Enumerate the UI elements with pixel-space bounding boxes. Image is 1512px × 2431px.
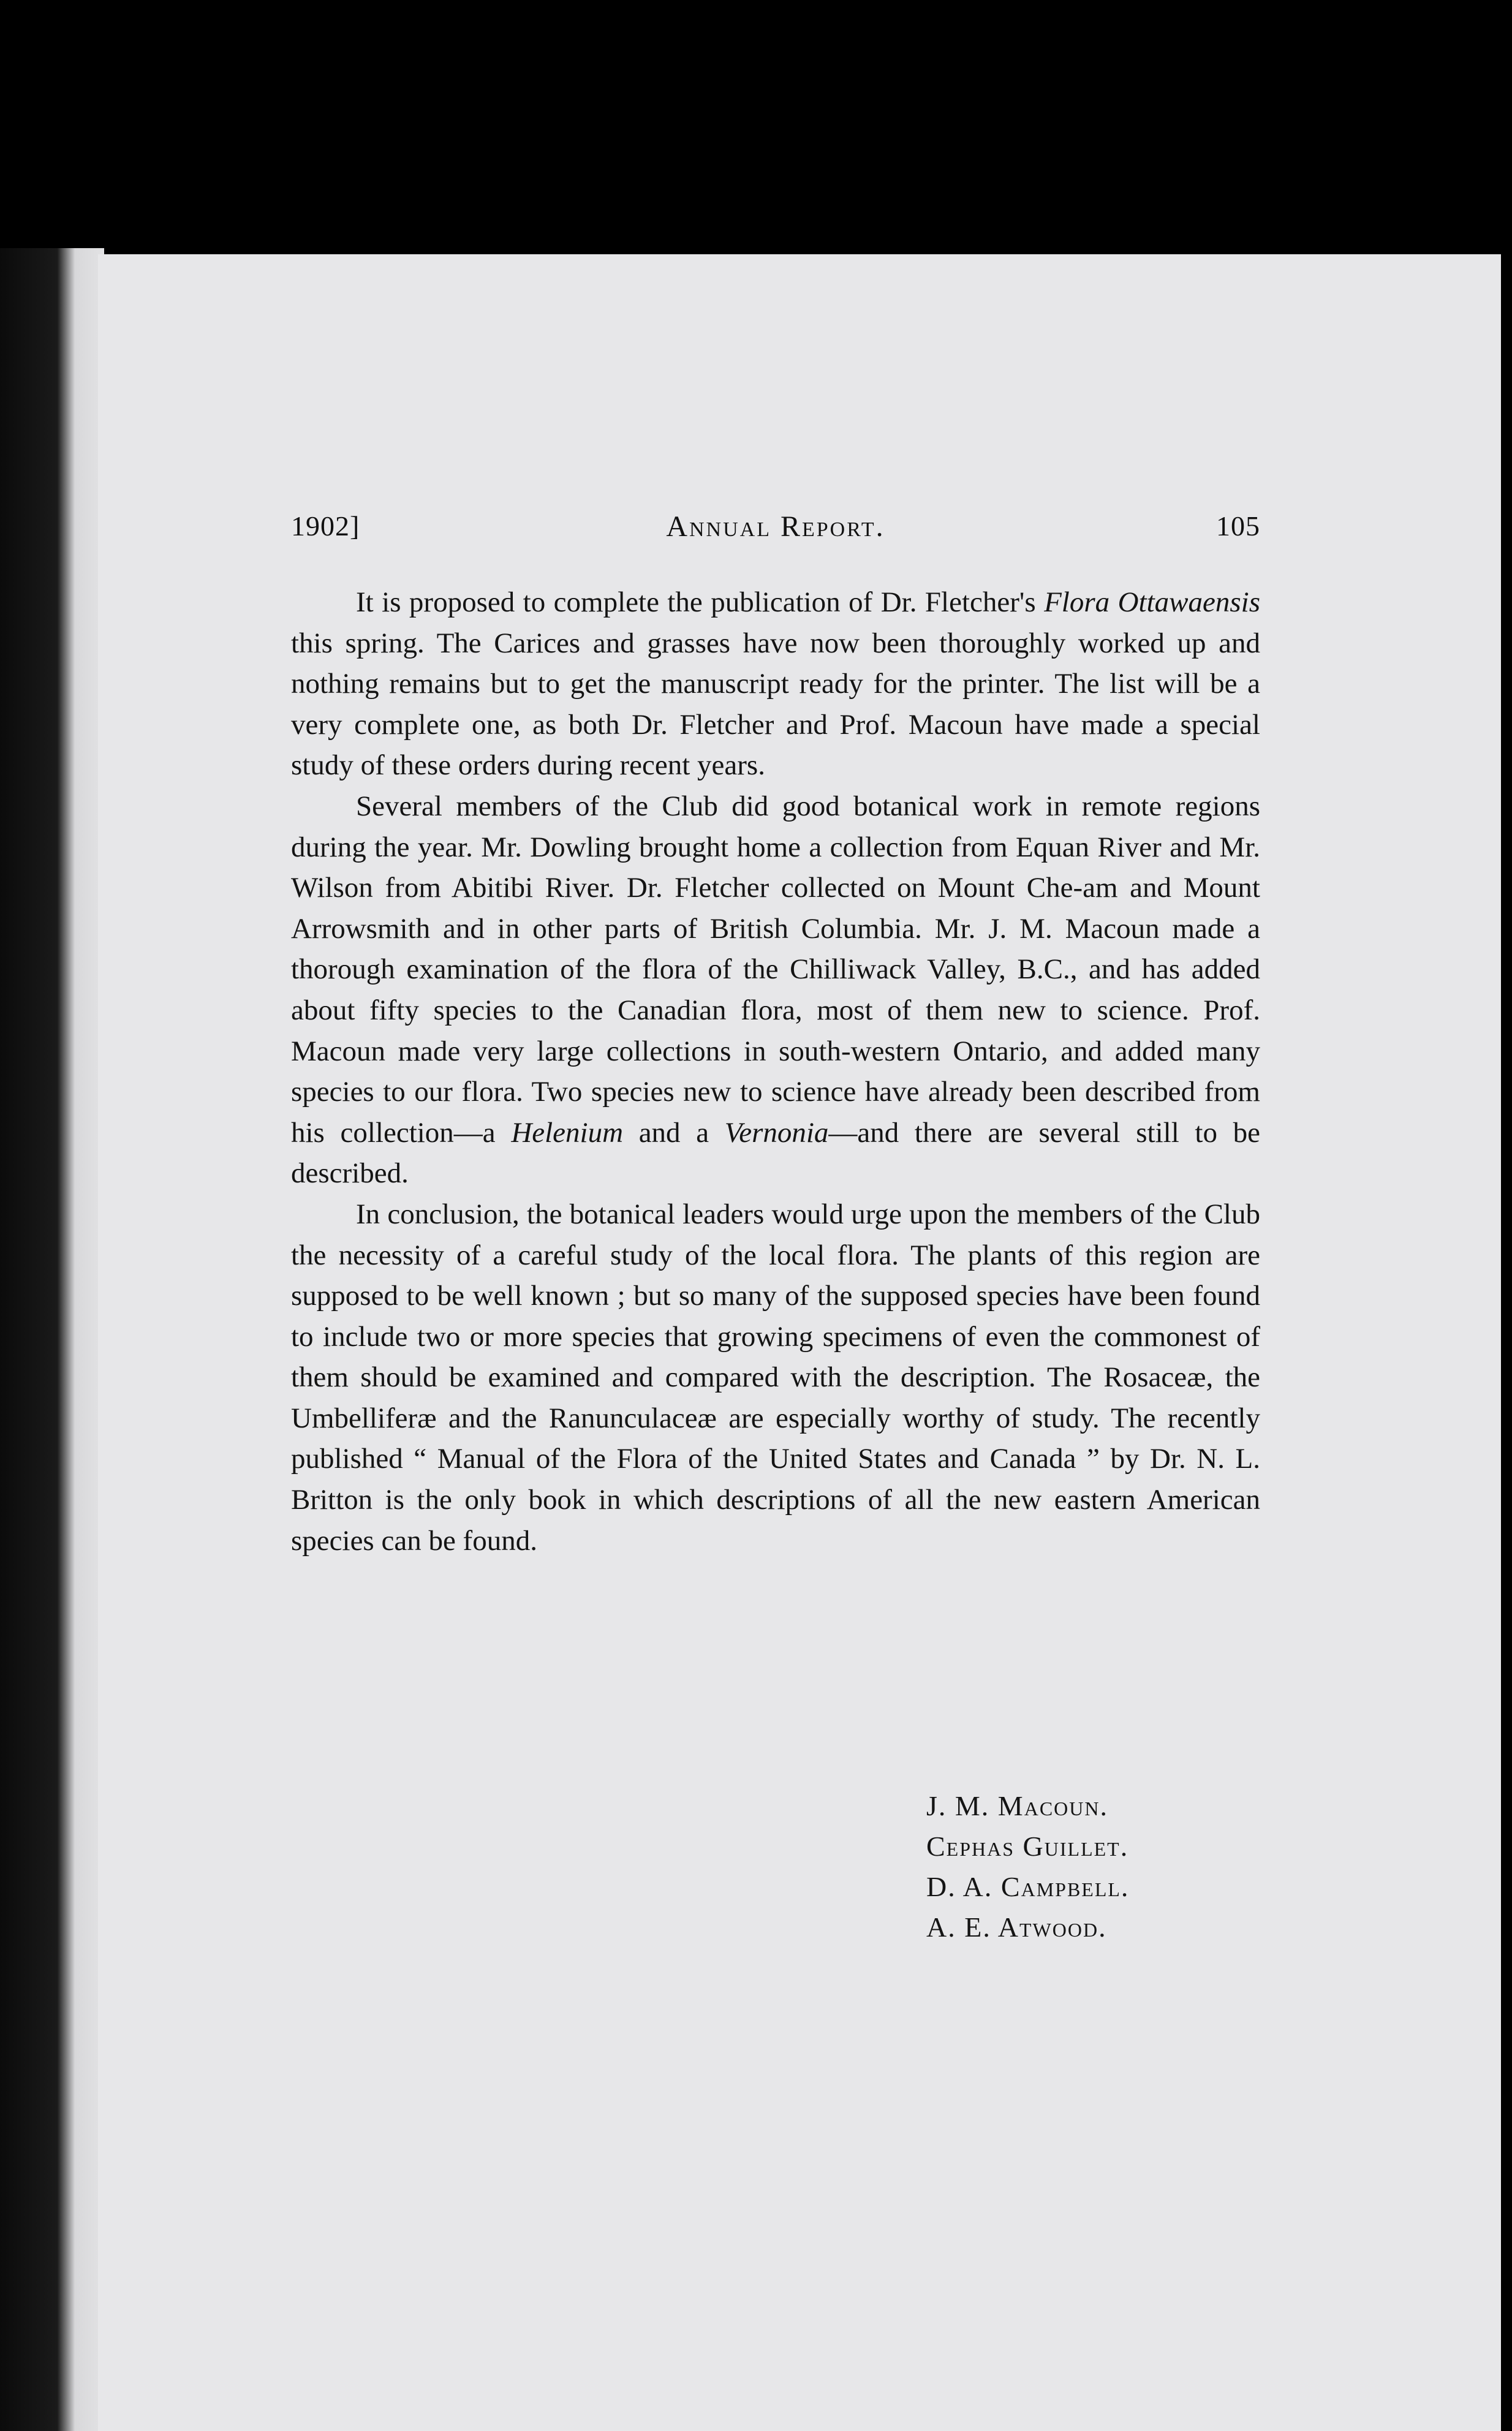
page-number: 105 [1216, 510, 1260, 542]
header-title: Annual Report. [666, 510, 885, 543]
text-run: this spring. The Carices and grasses have now been thoroughly worked up and nothing remains but to get the manuscript ready for the printer. The list will be a very complete one, as both Dr. Fletcher and Prof. Macoun have made a special study of these orders during recent years. [291, 627, 1260, 782]
text-run: Several members of the Club did good botanical work in remote regions during the year. Mr. Dowling brought home a collection from Equan River and Mr. Wilson from Abitibi River. Dr. Fletcher collected on Mount Che-am and Mount Arrowsmith and in other parts of British Columbia. Mr. J. M. Macoun made a thorough examination of the flora of the Chilliwack Valley, B.C., and has added about fifty species to the Canadian flora, most of them new to science. Prof. Macoun made very large collections in south-western Ontario, and added many species to our flora. Two species new to science have already been described from his collection—a [291, 790, 1260, 1149]
paragraph-2 [291, 786, 1260, 1194]
italic-title: Flora Ottawaensis [1044, 586, 1260, 618]
signatory: J. M. Macoun. [926, 1790, 1108, 1821]
signatory: Cephas Guillet. [926, 1831, 1129, 1862]
running-header [291, 510, 1260, 553]
text-run: and a [623, 1116, 725, 1149]
signatory: D. A. Campbell. [926, 1871, 1130, 1902]
header-year: 1902] [291, 510, 360, 542]
book-spine-shadow [0, 248, 104, 2431]
paragraph-1 [291, 582, 1260, 786]
italic-genus: Vernonia [724, 1116, 829, 1149]
body-text [291, 582, 1260, 1561]
signatory: A. E. Atwood. [926, 1911, 1107, 1943]
paragraph-3 [291, 1194, 1260, 1561]
text-run: It is proposed to complete the publication of Dr. Fletcher's [356, 586, 1045, 618]
italic-genus: Helenium [511, 1116, 624, 1149]
text-run: —and there are several still to be described. [291, 1116, 1260, 1190]
text-run: In conclusion, the botanical leaders would urge upon the members of the Club the necessity of a careful study of the local flora. The plants of this region are supposed to be well known ; but so many of the supposed species have been found to include two or more species that growing specimens of even the commonest of them should be examined and compared with the description. The Rosaceæ, the Umbelliferæ and the Ranunculaceæ are especially worthy of study. The recently published “ Manual of the Flora of the United States and Canada ” by Dr. N. L. Britton is the only book in which descriptions of all the new eastern American species can be found. [291, 1198, 1260, 1557]
signatures [926, 1786, 1129, 1948]
